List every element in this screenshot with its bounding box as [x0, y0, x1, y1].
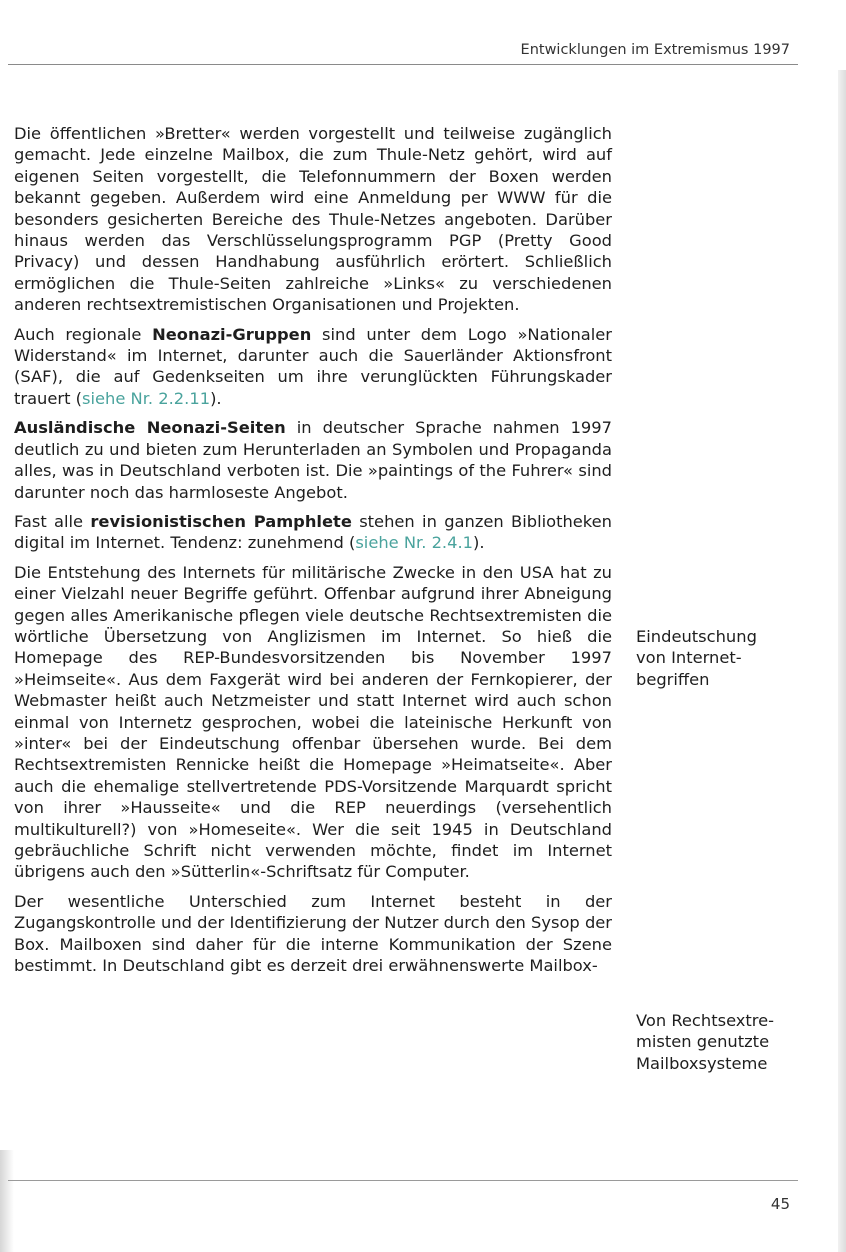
paragraph-text: Die Entstehung des Internets für militärische Zwecke in den USA hat zu einer Vielzahl neuer Begriffe geführt. Offenbar aufgrund ihrer Abneigung gegen alles Amerikanische pflegen viele deutsche Rechtsextremisten die wörtliche Übersetzung von Anglizismen im Internet. So hieß die Homepage des REP-Bundesvorsitzenden bis November 1997 »Heimseite«. Aus dem Faxgerät wird bei anderen der Fernkopierer, der Webmaster heißt auch Netzmeister und statt Internet wird auch schon einmal von Internetz gesprochen, wobei die lateinische Herkunft von »inter« bei der Eindeutschung offenbar übersehen wurde. Bei dem Rechtsextremisten Rennicke heißt die Homepage »Heimatseite«. Aber auch die ehemalige stellvertretende PDS-Vorsitzende Marquardt spricht von ihrer »Hausseite« und die REP neuerdings (versehentlich multikulturell?) von »Homeseite«. Wer die seit 1945 in Deutschland gebräuchliche Schrift nicht verwenden möchte, findet im Internet übrigens auch den »Sütterlin«-Schriftsatz für Computer. [14, 562, 612, 882]
bold-term: Neonazi-Gruppen [152, 324, 312, 344]
paragraph-text: Fast alle [14, 511, 91, 531]
margin-note-line: Eindeutschung [636, 627, 757, 646]
margin-note-line: Von Rechtsextre- [636, 1011, 775, 1030]
paragraph [14, 324, 612, 410]
paragraph-text: Auch regionale [14, 324, 153, 344]
paragraph [14, 417, 612, 503]
binding-shadow [0, 1150, 14, 1252]
paragraph-text: Der wesentliche Unterschied zum Internet besteht in der Zugangskontrolle und der Identifizierung der Nutzer durch den Sysop der Box. Mailboxen sind daher für die interne Kommunikation der Szene bestimmt. In Deutschland gibt es derzeit drei erwähnenswerte Mailbox- [14, 891, 612, 976]
margin-note-line: Mailboxsysteme [636, 1053, 768, 1073]
cross-reference-link[interactable]: siehe Nr. 2.2.11 [82, 388, 211, 408]
paragraph [14, 562, 612, 883]
footer-rule [8, 1180, 798, 1181]
paragraph-text: stehen in ganzen Bibliotheken digital im Internet. Tendenz: zunehmend ( [14, 511, 612, 553]
paragraph-text: Die öffentlichen »Bretter« werden vorgestellt und teilweise zugänglich gemacht. Jede einzelne Mailbox, die zum Thule-Netz gehört, wird auf eigenen Seiten vorgestellt, die Telefonnummern der Boxen werden bekannt gegeben. Außerdem wird eine Anmeldung per WWW für die besonders gesicherten Bereiche des Thule-Netzes angeboten. Darüber hinaus werden das Verschlüsselungsprogramm PGP (Pretty Good Privacy) und dessen Handhabung ausführlich erörtert. Schließlich ermöglichen die Thule-Seiten zahlreiche »Links« zu verschiedenen anderen rechtsextremistischen Organisationen und Projekten. [14, 124, 612, 315]
margin-note-eindeutschung [636, 626, 812, 690]
margin-note-line: begriffen [636, 669, 710, 689]
bold-term: Ausländische Neonazi-Seiten [14, 418, 286, 438]
body-text [14, 123, 612, 984]
paragraph-text: ). [210, 388, 222, 408]
cross-reference-link[interactable]: siehe Nr. 2.4.1 [355, 533, 474, 553]
page-number: 45 [770, 1195, 790, 1213]
bold-term: revisionistischen Pamphlete [90, 511, 352, 531]
margin-note-line: von Internet- [636, 648, 742, 668]
margin-note-line: misten genutzte [636, 1032, 770, 1052]
page-edge-shadow [838, 70, 846, 1252]
paragraph [14, 891, 612, 977]
margin-note-mailboxsysteme [636, 1010, 812, 1074]
paragraph-text: sind unter dem Logo »Nationaler Widerstand« im Internet, darunter auch die Sauerländer Aktionsfront (SAF), die auf Gedenkseiten um ihre verunglückten Führungskader trauert ( [14, 324, 612, 408]
paragraph [14, 511, 612, 554]
header-rule [8, 64, 798, 65]
paragraph [14, 123, 612, 316]
paragraph-text: in deutscher Sprache nahmen 1997 deutlich zu und bieten zum Herunterladen an Symbolen und Propaganda alles, was in Deutschland verboten ist. Die »paintings of the Fuhrer« sind darunter noch das harmloseste Angebot. [14, 418, 613, 502]
running-head: Entwicklungen im Extremismus 1997 [520, 42, 790, 58]
paragraph-text: ). [473, 533, 485, 553]
